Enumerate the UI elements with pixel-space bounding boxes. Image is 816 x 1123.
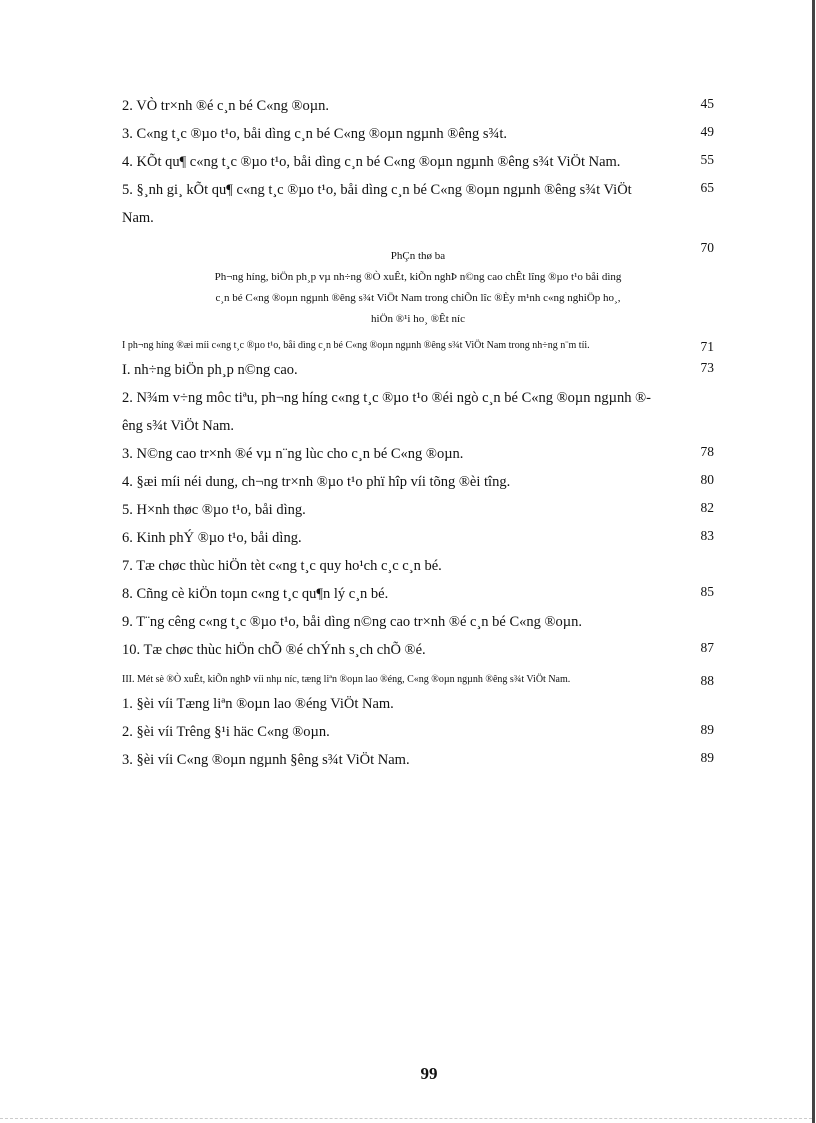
toc-entry [122,746,714,774]
toc-entry-text: 9. T¨ng cêng c«ng t¸c ®µo t¹o, båi dìng n©ng cao tr×nh ®é c¸n bé C«ng ®oµn. [122,614,583,630]
part-three-subtitle-line: Ph¬ng híng, biÖn ph¸p vµ nh÷ng ®Ò xuÊt, kiÕn nghÞ n©ng cao chÊt lîng ®µo t¹o båi dìng [214,271,622,283]
toc-entry [122,524,714,552]
toc-entry-text: 2. VÒ tr×nh ®é c¸n bé C«ng ®oµn. [122,98,330,114]
toc-entry-page: 88 [700,673,714,688]
toc-entry [122,718,714,746]
toc-entry-page: 80 [700,472,714,487]
table-of-contents [122,92,714,774]
toc-entry-text: 4. §æi míi néi dung, ch¬ng tr×nh ®µo t¹o phï hîp víi tõng ®èi tîng. [122,474,511,490]
toc-entry-text: 5. §¸nh gi¸ kÕt qu¶ c«ng t¸c ®µo t¹o, båi dìng c¸n bé C«ng ®oµn ngµnh ®êng s¾t ViÖt Nam. [122,182,632,226]
toc-entry-text: 6. Kinh phÝ ®µo t¹o, båi dìng. [122,530,302,546]
part-three-heading [122,240,714,330]
toc-entry [122,636,714,664]
toc-entry [122,608,714,636]
toc-entry [122,496,714,524]
toc-entry [122,468,714,496]
toc-entry-text: 10. Tæ chøc thùc hiÖn chÕ ®é chÝnh s¸ch chÕ ®é. [122,642,426,658]
toc-entry-page: 87 [700,640,714,655]
toc-entry [122,148,714,176]
toc-entry [122,384,714,440]
toc-section-heading [122,336,714,356]
toc-section-heading [122,670,714,690]
toc-entry [122,176,714,232]
toc-entry-page: 89 [700,750,714,765]
page-edge-right [812,0,815,1123]
part-three-title: PhÇn thø ba [390,250,446,262]
toc-entry-page: 71 [700,339,714,354]
toc-entry-text: 7. Tæ chøc thùc hiÖn tèt c«ng t¸c quy ho¹ch c¸c c¸n bé. [122,558,442,574]
toc-entry-text: I ph¬ng híng ®æi míi c«ng t¸c ®µo t¹o, båi dìng c¸n bé C«ng ®oµn ngµnh ®êng s¾t ViÖt Nam trong nh÷ng n¨m tíi. [122,340,590,351]
toc-entry-page: 49 [700,124,714,139]
toc-entry [122,440,714,468]
toc-entry [122,120,714,148]
toc-entry-text: 1. §èi víi Tæng liªn ®oµn lao ®éng ViÖt Nam. [122,696,394,712]
toc-entry-page: 65 [700,180,714,195]
page-edge-bottom [0,1118,812,1119]
page-number: 99 [420,1064,438,1083]
toc-entry-text: 5. H×nh thøc ®µo t¹o, båi dìng. [122,502,306,518]
toc-entry [122,690,714,718]
part-three-subtitle-line: hiÖn ®¹i ho¸ ®Êt níc [371,313,465,325]
toc-entry [122,552,714,580]
toc-entry-page: 82 [700,500,714,515]
toc-entry-text: 2. §èi víi Trêng §¹i häc C«ng ®oµn. [122,724,330,740]
toc-entry-text: I. nh÷ng biÖn ph¸p n©ng cao. [122,362,298,378]
toc-entry-text: 4. KÕt qu¶ c«ng t¸c ®µo t¹o, båi dìng c¸n bé C«ng ®oµn ngµnh ®êng s¾t ViÖt Nam. [122,154,621,170]
part-three-page: 70 [700,240,714,255]
toc-entry-text: 3. C«ng t¸c ®µo t¹o, båi dìng c¸n bé C«ng ®oµn ngµnh ®êng s¾t. [122,126,508,142]
toc-entry-page: 55 [700,152,714,167]
toc-entry [122,356,714,384]
toc-entry [122,580,714,608]
toc-entry-page: 73 [700,360,714,375]
toc-entry-page: 83 [700,528,714,543]
toc-entry-page: 89 [700,722,714,737]
toc-entry-text: III. Mét sè ®Ò xuÊt, kiÕn nghÞ víi nhµ níc, tæng liªn ®oµn lao ®éng, C«ng ®oµn ngµnh ®êng s¾t ViÖt Nam. [122,674,571,685]
part-three-subtitle-line: c¸n bé C«ng ®oµn ngµnh ®êng s¾t ViÖt Nam trong chiÕn lîc ®Èy m¹nh c«ng nghiÖp ho¸, [215,292,621,304]
toc-entry-text: 2. N¾m v÷ng môc tiªu, ph¬ng híng c«ng t¸c ®µo t¹o ®éi ngò c¸n bé C«ng ®oµn ngµnh ®êng s¾t ViÖt Nam. [122,390,651,434]
toc-entry-page: 45 [700,96,714,111]
toc-entry-page: 78 [700,444,714,459]
toc-entry-text: 3. N©ng cao tr×nh ®é vµ n¨ng lùc cho c¸n bé C«ng ®oµn. [122,446,464,462]
toc-entry [122,92,714,120]
toc-entry-text: 8. Cñng cè kiÖn toµn c«ng t¸c qu¶n lý c¸n bé. [122,586,389,602]
toc-entry-page: 85 [700,584,714,599]
toc-entry-text: 3. §èi víi C«ng ®oµn ngµnh §êng s¾t ViÖt Nam. [122,752,410,768]
